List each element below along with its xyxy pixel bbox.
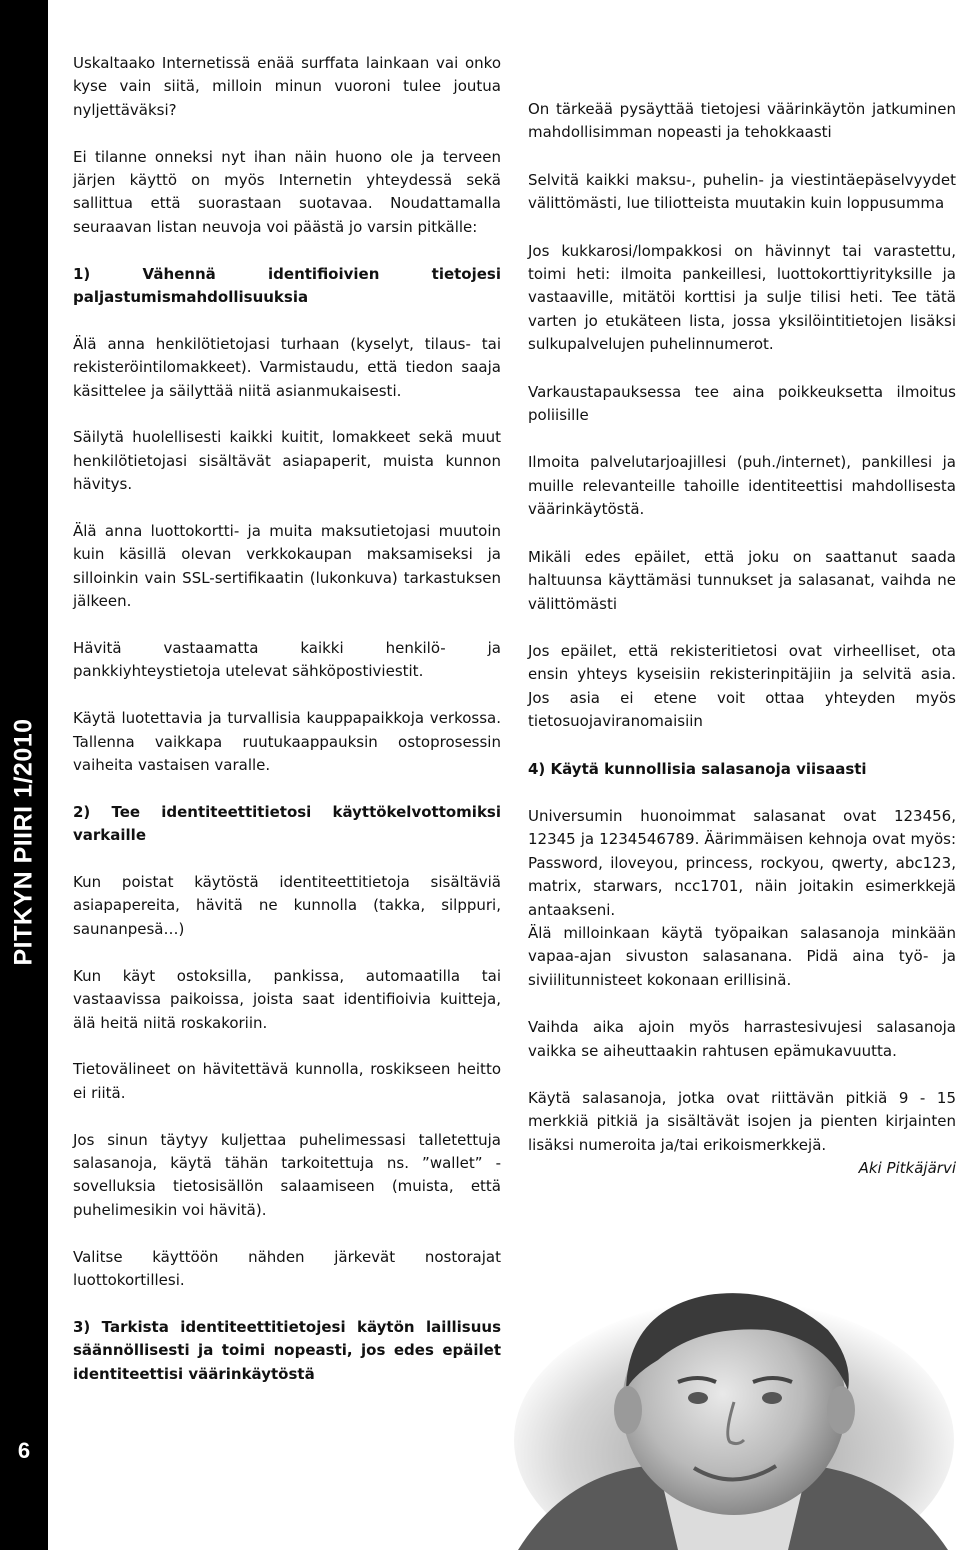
paragraph: Ei tilanne onneksi nyt ihan näin huono ole ja terveen järjen käyttö on myös Internetin yhteydessä sekä sallittua että suorastaan suotavaa. Noudattamalla seuraavan listan neuvoja voi päästä jo varsin pitkälle: — [73, 147, 501, 236]
paragraph: Käytä salasanoja, jotka ovat riittävän pitkiä 9 - 15 merkkiä pitkiä ja sisältävät isojen ja pienten kirjainten lisäksi numeroita ja/tai erikoismerkkejä. — [528, 1089, 956, 1154]
page-number: 6 — [17, 1438, 31, 1463]
sidebar — [0, 0, 48, 1550]
paragraph: Mikäli edes epäilet, että joku on saattanut saada haltuunsa käyttämäsi tunnukset ja salasanat, vaihda ne välittömästi — [528, 547, 956, 613]
left-column — [73, 52, 501, 1386]
author-signature: Aki Pitkäjärvi — [858, 1159, 956, 1178]
paragraph: Kun poistat käytöstä identiteettitietoja sisältäviä asiapapereita, hävitä ne kunnolla (takka, silppuri, saunanpesä…) — [73, 873, 501, 938]
paragraph: Uskaltaako Internetissä enää surffata lainkaan vai onko kyse vain siitä, milloin minun vuoroni tulee joutua nyljettäväksi? — [73, 54, 501, 119]
paragraph: On tärkeää pysäyttää tietojesi väärinkäytön jatkuminen mahdollisimman nopeasti ja tehokkaasti — [528, 100, 956, 142]
paragraph: Valitse käyttöön nähden järkevät nostorajat luottokortillesi. — [73, 1247, 501, 1289]
paragraph: Jos kukkarosi/lompakkosi on hävinnyt tai varastettu, toimi heti: ilmoita pankeillesi, luottokorttiyrityksille ja vastaaville, mitätöi korttisi ja sulje tilisi heti. Tee tätä varten jo etukäteen lista, jossa yksilöintitietojen lisäksi sulkupalvelujen puhelinnumerot. — [528, 241, 956, 354]
paragraph: Tietovälineet on hävitettävä kunnolla, roskikseen heitto ei riitä. — [73, 1060, 501, 1102]
paragraph: Universumin huonoimmat salasanat ovat 123456, 12345 ja 1234546789. Äärimmäisen kehnoja ovat myös: Password, iloveyou, princess, rockyou, qwerty, abc123, matrix, starwars, ncc1701, näin joitakin esimerkkejä antaakseni. — [528, 806, 956, 919]
author-photo — [508, 1270, 960, 1550]
paragraph: Älä anna henkilötietojasi turhaan (kyselyt, tilaus- tai rekisteröintilomakkeet). Varmistaudu, että tiedon saaja käsittelee ja säilyttää niitä asianmukaisesti. — [73, 334, 501, 400]
paragraph: Säilytä huolellisesti kaikki kuitit, lomakkeet sekä muut henkilötietojasi sisältävät asiapaperit, muista kunnon hävitys. — [73, 428, 501, 494]
paragraph: Jos sinun täytyy kuljettaa puhelimessasi talletettuja salasanoja, käytä tähän tarkoitettuja ns. ”wallet” -sovelluksia tietosisällön salaamiseen (muista, että puhelimesikin voi hävitä). — [73, 1130, 501, 1219]
paragraph: Jos epäilet, että rekisteritietosi ovat virheelliset, ota ensin yhteys kyseisiin rekisterinpitäjiin ja selvitä asia. Jos asia ei etene voit ottaa yhteyden myös tietosuojaviranomaisiin — [528, 641, 956, 731]
section-heading: 1) Vähennä identifioivien tietojesi paljastumismahdollisuuksia — [73, 264, 501, 307]
section-heading: 2) Tee identiteettitietosi käyttökelvottomiksi varkaille — [73, 802, 501, 845]
paragraph: Ilmoita palvelutarjoajillesi (puh./internet), pankillesi ja muille relevanteille tahoille identiteettisi mahdollisesta väärinkäytöstä. — [528, 453, 956, 519]
section-heading: 4) Käytä kunnollisia salasanoja viisaasti — [528, 759, 867, 778]
paragraph: Selvitä kaikki maksu-, puhelin- ja viestintäepäselvyydet välittömästi, lue tiliotteista muutakin kuin loppusumma — [528, 170, 956, 213]
paragraph: Hävitä vastaamatta kaikki henkilö- ja pankkiyhteystietoja utelevat sähköpostiviestit. — [73, 639, 501, 681]
paragraph: Käytä luotettavia ja turvallisia kauppapaikkoja verkossa. Tallenna vaikkapa ruutukaappauksin ostoprosessin vaiheita vastaisen varalle. — [73, 709, 501, 775]
paragraph: Vaihda aika ajoin myös harrastesivujesi salasanoja vaikka se aiheuttaakin rahtusen epämukavuutta. — [528, 1018, 956, 1060]
paragraph: Älä milloinkaan käytä työpaikan salasanoja minkään vapaa-ajan sivuston salasanana. Pidä aina työ- ja siviilitunnisteet kokonaan erillisinä. — [528, 923, 956, 989]
right-column — [528, 52, 956, 1181]
publication-title: PITKYN PIIRI 1/2010 — [9, 718, 38, 966]
paragraph: Kun käyt ostoksilla, pankissa, automaatilla tai vastaavissa paikoissa, joista saat identifioivia kuitteja, älä heitä niitä roskakoriin. — [73, 966, 501, 1032]
section-heading: 3) Tarkista identiteettitietojesi käytön laillisuus säännöllisesti ja toimi nopeasti, jos edes epäilet identiteettisi väärinkäytöstä — [73, 1317, 501, 1383]
paragraph: Varkaustapauksessa tee aina poikkeuksetta ilmoitus poliisille — [528, 382, 956, 425]
paragraph: Älä anna luottokortti- ja muita maksutietojasi muutoin kuin käsillä olevan verkkokaupan maksamiseksi ja silloinkin vain SSL-sertifikaatin (lukonkuva) tarkastuksen jälkeen. — [73, 522, 501, 611]
